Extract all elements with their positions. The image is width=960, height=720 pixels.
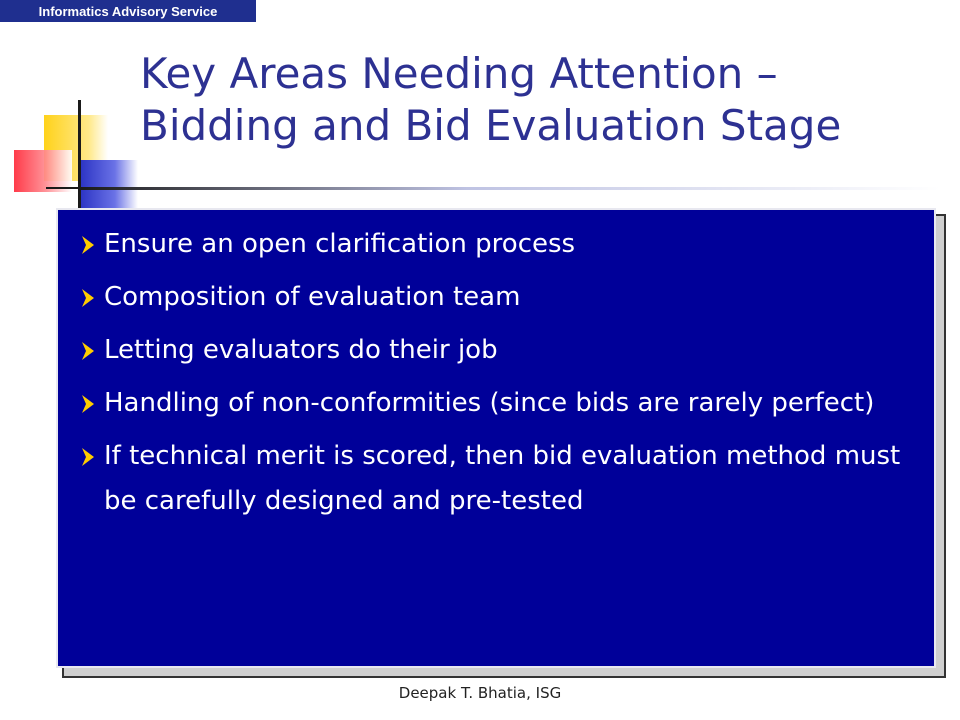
title-underline xyxy=(80,187,940,190)
title-line-2: Bidding and Bid Evaluation Stage xyxy=(140,101,842,150)
title-line-1: Key Areas Needing Attention – xyxy=(140,49,778,98)
arrow-bullet-icon xyxy=(80,233,96,257)
list-item xyxy=(76,434,936,524)
list-item xyxy=(76,222,936,267)
footer-author: Deepak T. Bhatia, ISG xyxy=(398,684,562,702)
list-item xyxy=(76,381,936,426)
service-label: Informatics Advisory Service xyxy=(0,0,256,22)
bullet-text: If technical merit is scored, then bid evaluation method must be carefully designed and pre-tested xyxy=(104,441,901,516)
arrow-bullet-icon xyxy=(80,339,96,363)
arrow-bullet-icon xyxy=(80,445,96,469)
bullet-text: Composition of evaluation team xyxy=(104,282,521,312)
slide-title xyxy=(140,48,940,152)
bullet-text: Handling of non-conformities (since bids are rarely perfect) xyxy=(104,388,875,418)
decor-red-square xyxy=(14,150,72,192)
arrow-bullet-icon xyxy=(80,286,96,310)
arrow-bullet-icon xyxy=(80,392,96,416)
bullet-list xyxy=(76,210,936,532)
bullet-text: Letting evaluators do their job xyxy=(104,335,498,365)
list-item xyxy=(76,328,936,373)
bullet-text: Ensure an open clarification process xyxy=(104,229,576,259)
list-item xyxy=(76,275,936,320)
content-panel xyxy=(56,208,936,668)
decor-blue-square xyxy=(80,160,138,212)
